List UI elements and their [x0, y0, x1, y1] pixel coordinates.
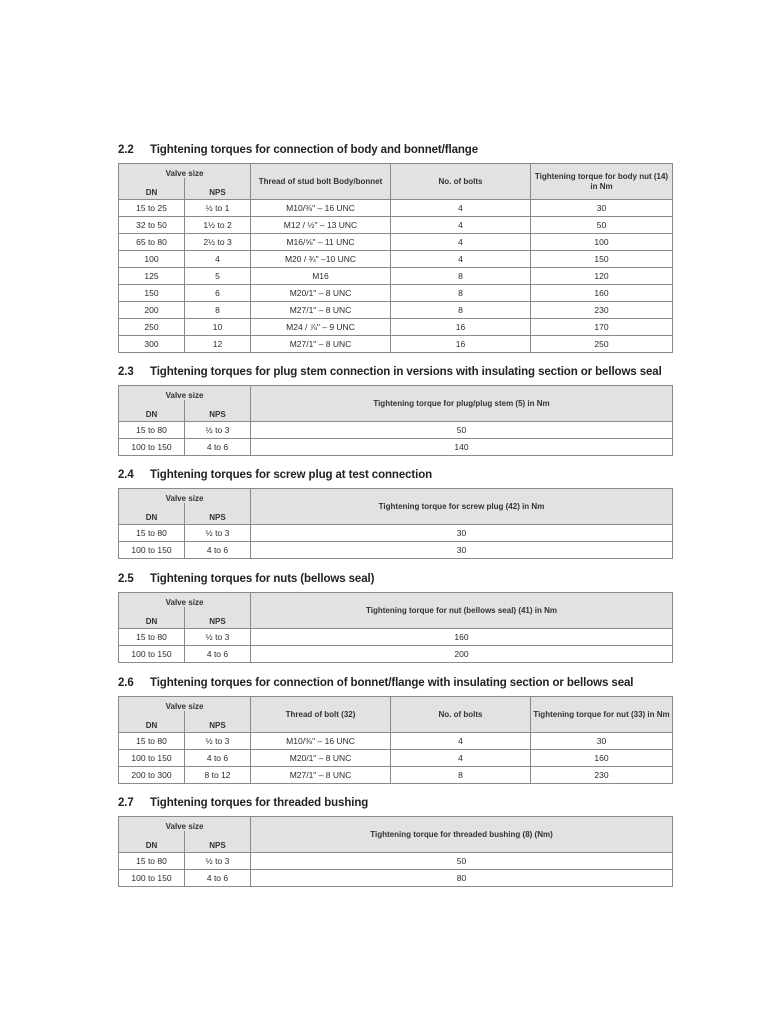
thread-cell: M24 / ⅞" – 9 UNC — [251, 319, 391, 336]
nps-cell: 12 — [185, 336, 251, 353]
nps-header: NPS — [185, 503, 251, 525]
nps-header: NPS — [185, 711, 251, 733]
bolts-cell: 4 — [391, 251, 531, 268]
nps-cell: ½ to 3 — [185, 629, 251, 646]
nps-cell: 5 — [185, 268, 251, 285]
section-title: Tightening torques for screw plug at test connection — [150, 469, 433, 481]
table-row — [119, 767, 673, 784]
dn-cell: 15 to 80 — [119, 733, 185, 750]
dn-cell: 15 to 80 — [119, 422, 185, 439]
section-number: 2.6 — [118, 677, 134, 689]
torque-cell: 50 — [251, 853, 673, 870]
valve-size-header: Valve size — [119, 386, 251, 401]
nps-cell: 8 — [185, 302, 251, 319]
section-2-6 — [118, 675, 674, 784]
torque-table-2-6 — [118, 696, 673, 784]
dn-cell: 250 — [119, 319, 185, 336]
dn-header: DN — [119, 400, 185, 422]
table-row — [119, 542, 673, 559]
nps-header: NPS — [185, 178, 251, 200]
section-title: Tightening torques for plug stem connection in versions with insulating section or bellows seal — [150, 366, 662, 378]
bolts-cell: 8 — [391, 268, 531, 285]
torque-cell: 30 — [251, 542, 673, 559]
torque-cell: 230 — [531, 767, 673, 784]
section-heading — [118, 675, 674, 691]
valve-size-header: Valve size — [119, 489, 251, 504]
section-2-2 — [118, 142, 674, 353]
table-row — [119, 302, 673, 319]
dn-cell: 100 — [119, 251, 185, 268]
table-row — [119, 319, 673, 336]
torque-table-2-7 — [118, 816, 673, 887]
table-row — [119, 251, 673, 268]
torque-cell: 80 — [251, 870, 673, 887]
bolts-cell: 4 — [391, 217, 531, 234]
table-row — [119, 750, 673, 767]
dn-cell: 200 — [119, 302, 185, 319]
bolts-cell: 4 — [391, 733, 531, 750]
dn-cell: 32 to 50 — [119, 217, 185, 234]
dn-cell: 300 — [119, 336, 185, 353]
bolts-cell: 8 — [391, 767, 531, 784]
section-2-4 — [118, 467, 674, 559]
nps-cell: ½ to 3 — [185, 853, 251, 870]
torque-cell: 30 — [531, 200, 673, 217]
dn-cell: 15 to 80 — [119, 629, 185, 646]
nps-cell: ½ to 3 — [185, 422, 251, 439]
thread-header: Thread of bolt (32) — [251, 697, 391, 733]
torque-header: Tightening torque for threaded bushing (8) (Nm) — [251, 817, 673, 853]
nps-cell: ½ to 3 — [185, 733, 251, 750]
nps-cell: 4 to 6 — [185, 439, 251, 456]
table-row — [119, 217, 673, 234]
dn-header: DN — [119, 503, 185, 525]
bolts-cell: 4 — [391, 750, 531, 767]
torque-table-2-2 — [118, 163, 673, 353]
section-number: 2.3 — [118, 366, 134, 378]
nps-cell: 2½ to 3 — [185, 234, 251, 251]
table-row — [119, 285, 673, 302]
dn-cell: 100 to 150 — [119, 646, 185, 663]
nps-cell: 8 to 12 — [185, 767, 251, 784]
table-row — [119, 646, 673, 663]
valve-size-header: Valve size — [119, 593, 251, 608]
dn-cell: 65 to 80 — [119, 234, 185, 251]
torque-cell: 160 — [251, 629, 673, 646]
dn-cell: 150 — [119, 285, 185, 302]
nps-header: NPS — [185, 831, 251, 853]
torque-cell: 120 — [531, 268, 673, 285]
table-row — [119, 733, 673, 750]
torque-table-2-5 — [118, 592, 673, 663]
bolts-cell: 16 — [391, 336, 531, 353]
nps-cell: 4 to 6 — [185, 542, 251, 559]
table-row — [119, 268, 673, 285]
nps-cell: 6 — [185, 285, 251, 302]
torque-header: Tightening torque for body nut (14) in Nm — [531, 164, 673, 200]
section-heading — [118, 142, 674, 158]
thread-cell: M16/⅝" – 11 UNC — [251, 234, 391, 251]
thread-header: Thread of stud bolt Body/bonnet — [251, 164, 391, 200]
table-row — [119, 853, 673, 870]
torque-header: Tightening torque for nut (33) in Nm — [531, 697, 673, 733]
table-row — [119, 200, 673, 217]
thread-cell: M20/1" – 8 UNC — [251, 285, 391, 302]
nps-cell: 10 — [185, 319, 251, 336]
dn-cell: 100 to 150 — [119, 542, 185, 559]
dn-header: DN — [119, 831, 185, 853]
table-row — [119, 234, 673, 251]
nps-cell: 4 to 6 — [185, 870, 251, 887]
table-row — [119, 629, 673, 646]
torque-cell: 50 — [531, 217, 673, 234]
nps-cell: ½ to 3 — [185, 525, 251, 542]
bolts-cell: 4 — [391, 200, 531, 217]
section-title: Tightening torques for nuts (bellows seal) — [150, 573, 375, 585]
bolts-header: No. of bolts — [391, 697, 531, 733]
bolts-header: No. of bolts — [391, 164, 531, 200]
valve-size-header: Valve size — [119, 697, 251, 712]
nps-cell: ½ to 1 — [185, 200, 251, 217]
bolts-cell: 8 — [391, 285, 531, 302]
thread-cell: M20/1" – 8 UNC — [251, 750, 391, 767]
section-title: Tightening torques for connection of body and bonnet/flange — [150, 144, 479, 156]
table-row — [119, 336, 673, 353]
torque-cell: 160 — [531, 285, 673, 302]
torque-cell: 100 — [531, 234, 673, 251]
table-row — [119, 525, 673, 542]
torque-cell: 170 — [531, 319, 673, 336]
torque-cell: 30 — [251, 525, 673, 542]
bolts-cell: 8 — [391, 302, 531, 319]
thread-cell: M20 / ¾" –10 UNC — [251, 251, 391, 268]
dn-cell: 15 to 80 — [119, 853, 185, 870]
torque-cell: 50 — [251, 422, 673, 439]
thread-cell: M27/1" – 8 UNC — [251, 336, 391, 353]
dn-cell: 100 to 150 — [119, 750, 185, 767]
torque-header: Tightening torque for screw plug (42) in Nm — [251, 489, 673, 525]
thread-cell: M10/⅜" – 16 UNC — [251, 733, 391, 750]
bolts-cell: 16 — [391, 319, 531, 336]
dn-cell: 15 to 25 — [119, 200, 185, 217]
torque-table-2-4 — [118, 488, 673, 559]
section-number: 2.2 — [118, 144, 134, 156]
torque-cell: 140 — [251, 439, 673, 456]
section-2-5 — [118, 571, 674, 663]
dn-cell: 200 to 300 — [119, 767, 185, 784]
thread-cell: M27/1" – 8 UNC — [251, 767, 391, 784]
table-row — [119, 439, 673, 456]
torque-cell: 200 — [251, 646, 673, 663]
thread-cell: M27/1" – 8 UNC — [251, 302, 391, 319]
thread-cell: M10/⅜" – 16 UNC — [251, 200, 391, 217]
dn-cell: 100 to 150 — [119, 439, 185, 456]
section-heading — [118, 571, 674, 587]
torque-header: Tightening torque for nut (bellows seal) (41) in Nm — [251, 593, 673, 629]
bolts-cell: 4 — [391, 234, 531, 251]
nps-cell: 1½ to 2 — [185, 217, 251, 234]
nps-header: NPS — [185, 607, 251, 629]
dn-header: DN — [119, 178, 185, 200]
section-2-7 — [118, 795, 674, 887]
section-2-3 — [118, 364, 674, 456]
section-title: Tightening torques for connection of bonnet/flange with insulating section or bellows seal — [150, 677, 634, 689]
section-heading — [118, 467, 674, 483]
torque-table-2-3 — [118, 385, 673, 456]
torque-cell: 160 — [531, 750, 673, 767]
nps-cell: 4 — [185, 251, 251, 268]
dn-cell: 100 to 150 — [119, 870, 185, 887]
dn-cell: 125 — [119, 268, 185, 285]
table-row — [119, 870, 673, 887]
torque-cell: 250 — [531, 336, 673, 353]
nps-header: NPS — [185, 400, 251, 422]
nps-cell: 4 to 6 — [185, 646, 251, 663]
section-heading — [118, 795, 674, 811]
dn-cell: 15 to 80 — [119, 525, 185, 542]
dn-header: DN — [119, 607, 185, 629]
torque-cell: 230 — [531, 302, 673, 319]
table-row — [119, 422, 673, 439]
section-title: Tightening torques for threaded bushing — [150, 797, 369, 809]
nps-cell: 4 to 6 — [185, 750, 251, 767]
section-heading — [118, 364, 674, 380]
valve-size-header: Valve size — [119, 164, 251, 179]
torque-header: Tightening torque for plug/plug stem (5) in Nm — [251, 386, 673, 422]
torque-cell: 150 — [531, 251, 673, 268]
thread-cell: M12 / ½" – 13 UNC — [251, 217, 391, 234]
torque-cell: 30 — [531, 733, 673, 750]
thread-cell: M16 — [251, 268, 391, 285]
valve-size-header: Valve size — [119, 817, 251, 832]
section-number: 2.5 — [118, 573, 134, 585]
section-number: 2.7 — [118, 797, 134, 809]
section-number: 2.4 — [118, 469, 134, 481]
dn-header: DN — [119, 711, 185, 733]
